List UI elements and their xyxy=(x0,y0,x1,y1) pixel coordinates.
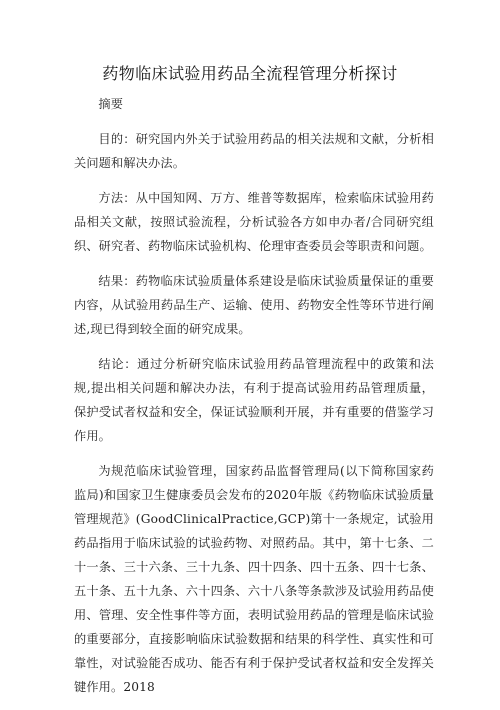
abstract-result-paragraph: 结果：药物临床试验质量体系建设是临床试验质量保证的重要内容，从试验用药品生产、运输、使用、药物安全性等环节进行阐述,现已得到较全面的研究成果。 xyxy=(74,274,434,336)
abstract-conclusion-paragraph: 结论：通过分析研究临床试验用药品管理流程中的政策和法规,提出相关问题和解决办法，有利于提高试验用药品管理质量，保护受试者权益和安全，保证试验顺利开展，并有重要的借鉴学习作用。 xyxy=(74,357,434,443)
abstract-label: 摘要 xyxy=(98,97,124,111)
body-paragraph: 为规范临床试验管理，国家药品监督管理局(以下简称国家药监局)和国家卫生健康委员会发布的2020年版《药物临床试验质量管理规范》(GoodClinicalPractice,GCP)第十一条规定，试验用药品指用于临床试验的试验药物、对照药品。其中，第十七条、二十一条、三十六条、三十九条、四十四条、四十五条、四十七条、五十条、五十九条、六十四条、六十八条等条款涉及试验用药品使用、管理、安全性事件等方面，表明试验用药品的管理是临床试验的重要部分，直接影响临床试验数据和结果的科学性、真实性和可靠性，对试验能否成功、能否有利于保护受试者权益和安全发挥关键作用。2018 xyxy=(74,464,434,694)
abstract-method-paragraph: 方法：从中国知网、万方、维普等数据库，检索临床试验用药品相关文献，按照试验流程，分析试验各方如申办者/合同研究组织、研究者、药物临床试验机构、伦理审查委员会等职责和问题。 xyxy=(74,191,434,253)
abstract-objective-paragraph: 目的：研究国内外关于试验用药品的相关法规和文献，分析相关问题和解决办法。 xyxy=(74,132,434,170)
document-title: 药物临床试验用药品全流程管理分析探讨 xyxy=(102,64,398,83)
document-body xyxy=(74,92,434,710)
